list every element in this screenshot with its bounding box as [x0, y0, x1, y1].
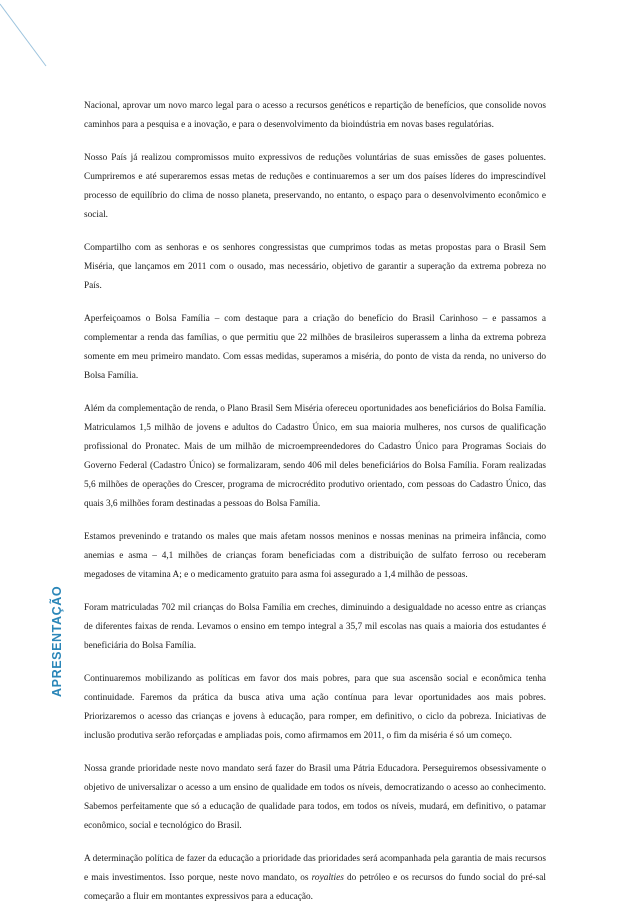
body-text — [84, 97, 546, 921]
paragraph-5: Além da complementação de renda, o Plano Brasil Sem Miséria ofereceu oportunidades aos beneficiários do Bolsa Família. Matriculamos 1,5 milhão de jovens e adultos do Cadastro Único, em sua maioria mulheres, nos cursos de qualificação profissional do Pronatec. Mais de um milhão de microempreendedores do Cadastro Único para Programas Sociais do Governo Federal (Cadastro Único) se formalizaram, sendo 406 mil deles beneficiários do Bolsa Família. Foram realizadas 5,6 milhões de operações do Crescer, programa de microcrédito produtivo orientado, com pessoas do Cadastro Único, das quais 3,6 milhões foram destinadas a pessoas do Bolsa Família. — [84, 404, 546, 509]
paragraph-10-end: do petróleo e os recursos do fundo social do pré-sal começarão a fluir em montantes expressivos para a educação. — [84, 873, 546, 902]
paragraph-10-italic: royalties — [311, 873, 344, 883]
paragraph-7: Foram matriculadas 702 mil crianças do Bolsa Família em creches, diminuindo a desigualdade no acesso entre as crianças de diferentes faixas de renda. Levamos o ensino em tempo integral a 35,7 mil escolas nas quais a maioria dos estudantes é beneficiária do Bolsa Família. — [84, 603, 546, 651]
paragraph-10 — [84, 850, 546, 907]
section-label: APRESENTAÇÃO — [50, 585, 64, 697]
paragraph-4: Aperfeiçoamos o Bolsa Família – com destaque para a criação do benefício do Brasil Carinhoso – e passamos a complementar a renda das famílias, o que permitiu que 22 milhões de brasileiros superassem a linha da extrema pobreza somente em meu primeiro mandato. Com essas medidas, superamos a miséria, do ponto de vista da renda, no universo do Bolsa Família. — [84, 314, 546, 381]
paragraph-10-start: A determinação política de fazer da educação a prioridade das prioridades será acompanhada pela garantia de mais recursos e mais investimentos. Isso porque, neste novo mandato, os — [84, 854, 546, 883]
paragraph-1: Nacional, aprovar um novo marco legal para o acesso a recursos genéticos e repartição de benefícios, que consolide novos caminhos para a pesquisa e a inovação, e para o desenvolvimento da bioindústria em novas bases regulatórias. — [84, 101, 546, 130]
paragraph-3: Compartilho com as senhoras e os senhores congressistas que cumprimos todas as metas propostas para o Brasil Sem Miséria, que lançamos em 2011 com o ousado, mas necessário, objetivo de garantir a superação da extrema pobreza no País. — [84, 243, 546, 291]
corner-decoration — [0, 0, 70, 70]
paragraph-2: Nosso País já realizou compromissos muito expressivos de reduções voluntárias de suas emissões de gases poluentes. Cumpriremos e até superaremos essas metas de reduções e continuaremos a ser um dos países líderes do imprescindível processo de equilíbrio do clima de nosso planeta, preservando, no entanto, o espaço para o desenvolvimento econômico e social. — [84, 153, 546, 220]
paragraph-6: Estamos prevenindo e tratando os males que mais afetam nossos meninos e nossas meninas na primeira infância, como anemias e asma – 4,1 milhões de crianças foram beneficiadas com a distribuição de sulfato ferroso ou receberam megadoses de vitamina A; e o medicamento gratuito para asma foi assegurado a 1,4 milhão de pessoas. — [84, 532, 546, 580]
paragraph-8: Continuaremos mobilizando as políticas em favor dos mais pobres, para que sua ascensão social e econômica tenha continuidade. Faremos da prática da busca ativa uma ação contínua para levar oportunidades aos mais pobres. Priorizaremos o acesso das crianças e jovens à educação, para romper, em definitivo, o ciclo da pobreza. Iniciativas de inclusão produtiva serão reforçadas e ampliadas pois, como afirmamos em 2011, o fim da miséria é só um começo. — [84, 674, 546, 741]
paragraph-9: Nossa grande prioridade neste novo mandato será fazer do Brasil uma Pátria Educadora. Perseguiremos obsessivamente o objetivo de universalizar o acesso a um ensino de qualidade em todos os níveis, democratizando o acesso ao conhecimento. Sabemos perfeitamente que só a educação de qualidade para todos, em todos os níveis, mudará, em definitivo, o patamar econômico, social e tecnológico do Brasil. — [84, 764, 546, 831]
